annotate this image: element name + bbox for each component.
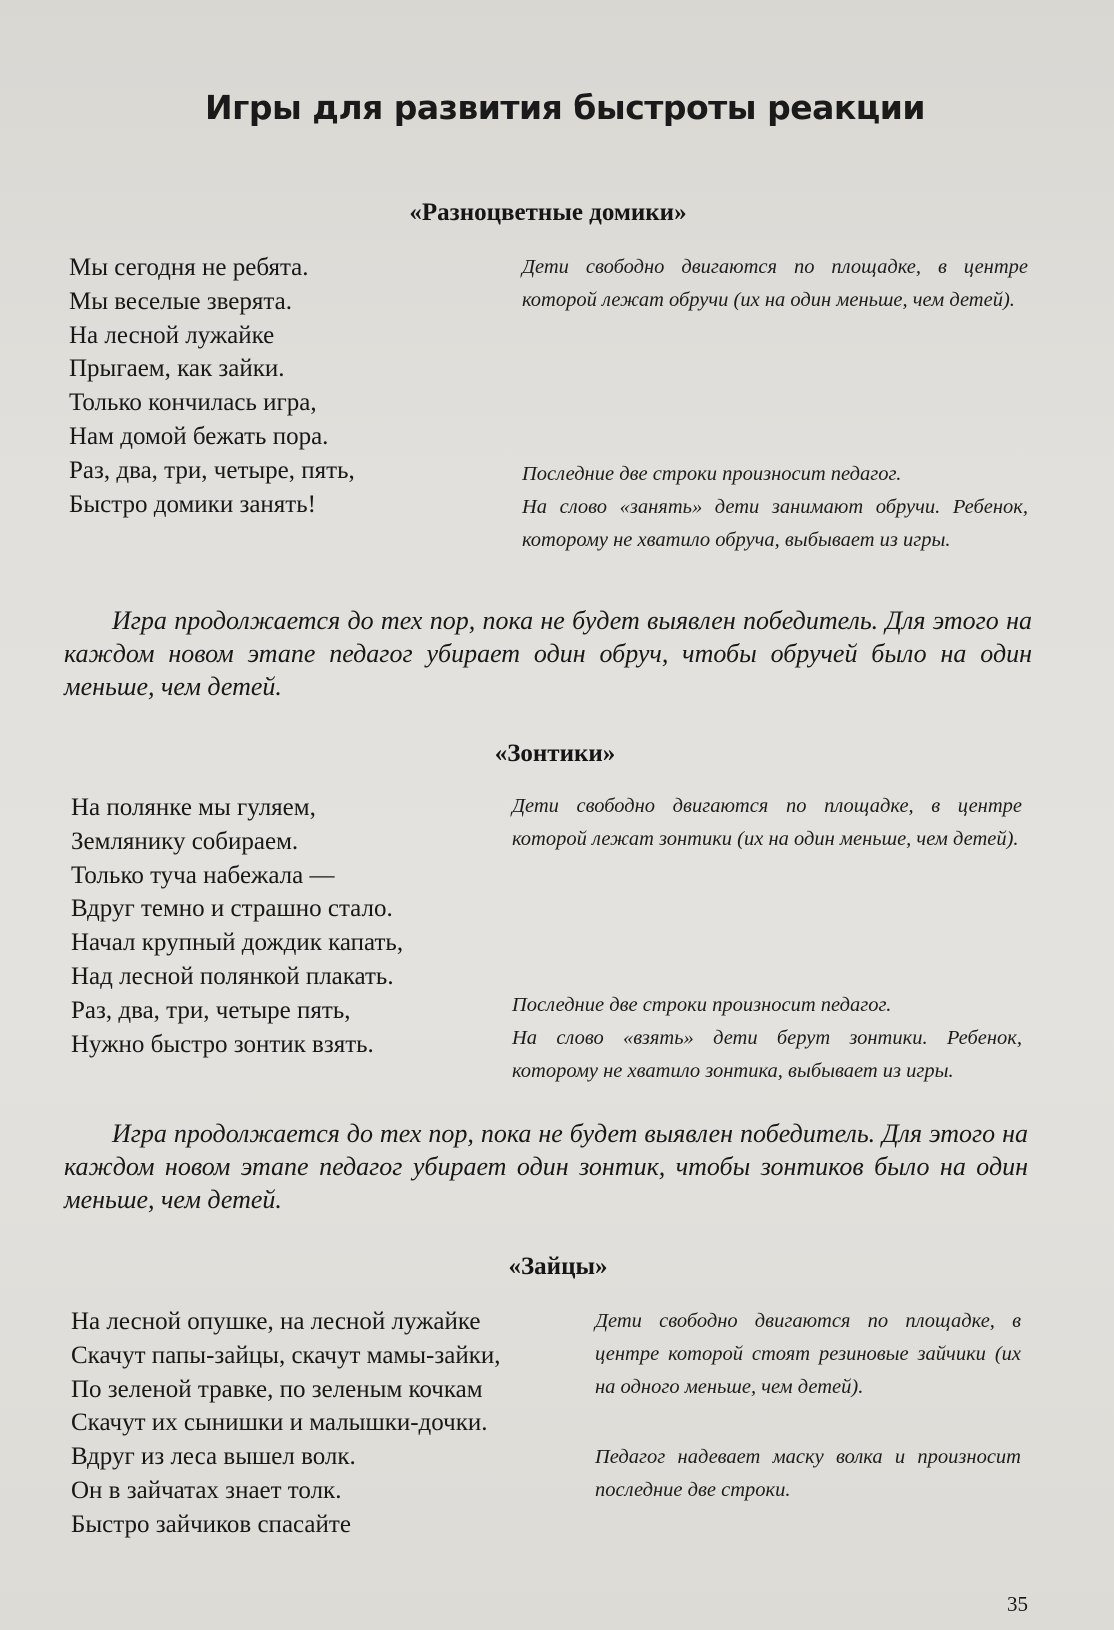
instruction-note-1a: Дети свободно двигаются по площадке, в центре которой лежат обручи (их на один меньше, чем детей).	[522, 256, 1028, 311]
verse-line: На лесной лужайке	[69, 321, 275, 349]
rules-paragraph-2: Игра продолжается до тех пор, пока не будет выявлен победитель. Для этого на каждом новом этапе педагог убирает один зонтик, чтобы зонтиков было на один меньше, чем детей.	[64, 1119, 1028, 1214]
instruction-note-1b: Последние две строки произносит педагог.	[522, 463, 902, 485]
verse-line: Раз, два, три, четыре пять,	[71, 996, 351, 1024]
instruction-note-1c: На слово «занять» дети занимают обручи. Ребенок, которому не хватило обруча, выбывает из игры.	[522, 496, 1028, 551]
section-title-3: «Зайцы»	[508, 1253, 608, 1280]
verse-line: Мы веселые зверята.	[69, 287, 292, 315]
page-number: 35	[1007, 1592, 1028, 1616]
rules-paragraph-1: Игра продолжается до тех пор, пока не будет выявлен победитель. Для этого на каждом новом этапе педагог убирает один обруч, чтобы обручей было на один меньше, чем детей.	[64, 606, 1032, 701]
verse-line: Скачут папы-зайцы, скачут мамы-зайки,	[71, 1341, 501, 1369]
verse-line: Скачут их сынишки и малышки-дочки.	[71, 1409, 488, 1437]
instruction-note-3a: Дети свободно двигаются по площадке, в центре которой стоят резиновые зайчики (их на одного меньше, чем детей).	[595, 1310, 1021, 1398]
verse-line: Он в зайчатах знает толк.	[71, 1476, 342, 1504]
verse-line: По зеленой травке, по зеленым кочкам	[71, 1375, 483, 1403]
verse-line: Мы сегодня не ребята.	[69, 254, 309, 281]
verse-line: Над лесной полянкой плакать.	[71, 962, 394, 990]
verse-line: Нам домой бежать пора.	[69, 422, 329, 450]
verse-line: Только туча набежала —	[71, 861, 335, 889]
verse-line: Раз, два, три, четыре, пять,	[69, 456, 355, 484]
verse-line: Вдруг темно и страшно стало.	[71, 895, 393, 923]
verse-3	[71, 1305, 500, 1542]
verse-1	[69, 251, 355, 521]
instruction-note-2b: Последние две строки произносит педагог.	[512, 994, 892, 1016]
verse-line: Быстро зайчиков спасайте	[71, 1510, 351, 1538]
verse-line: Быстро домики занять!	[69, 490, 316, 518]
verse-line: Только кончилась игра,	[69, 389, 317, 417]
instruction-note-2c: На слово «взять» дети берут зонтики. Ребенок, которому не хватило зонтика, выбывает из игры.	[512, 1027, 1022, 1082]
verse-2	[71, 791, 403, 1061]
verse-line: Прыгаем, как зайки.	[69, 355, 285, 383]
section-title-1: «Разноцветные домики»	[409, 199, 687, 226]
verse-line: Землянику собираем.	[71, 827, 299, 855]
verse-line: Вдруг из леса вышел волк.	[71, 1443, 356, 1471]
verse-line: На полянке мы гуляем,	[71, 794, 316, 821]
verse-line: Нужно быстро зонтик взять.	[71, 1030, 374, 1058]
instruction-note-2a: Дети свободно двигаются по площадке, в центре которой лежат зонтики (их на один меньше, чем детей).	[512, 795, 1022, 850]
verse-line: На лесной опушке, на лесной лужайке	[71, 1308, 481, 1335]
instruction-note-3b: Педагог надевает маску волка и произносит последние две строки.	[595, 1446, 1021, 1501]
section-title-2: «Зонтики»	[494, 740, 616, 767]
page-title: Игры для развития быстроты реакции	[205, 88, 926, 127]
verse-line: Начал крупный дождик капать,	[71, 929, 404, 957]
